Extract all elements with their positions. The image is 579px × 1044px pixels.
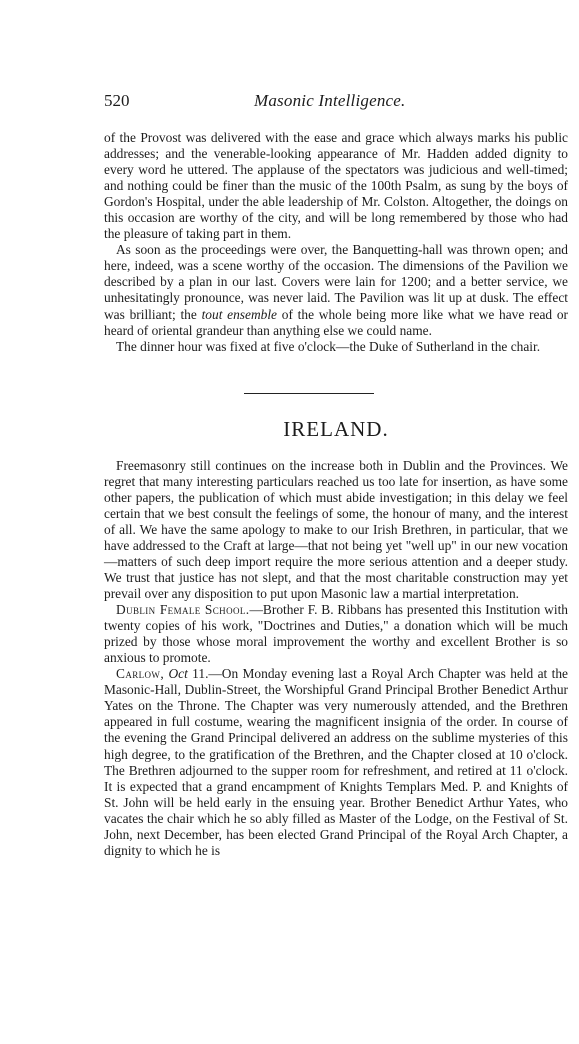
page-number: 520 xyxy=(104,91,130,110)
banquet-text-end: of the whole being more like what we have read or heard of oriental grandeur than anything else we could name. xyxy=(104,306,568,338)
dublin-female-school-text: —Brother F. B. Ribbans has presented this Institution with twenty copies of his work, "Doctrines and Duties," a donation which will be much prized by those whose moral improvement the worthy and excellent Brother is so anxious to promote. xyxy=(104,602,568,666)
carlow-text: 11.—On Monday evening last a Royal Arch Chapter was held at the Masonic-Hall, Dublin-Street, the Worshipful Grand Principal Brother Benedict Arthur Yates on the Throne. The Chapter was very numerously attended, and the Brethren appeared in full costume, wearing the magnificent insignia of the order. In course of the evening the Grand Principal delivered an address on the sublime mysteries of this high degree, to the gratification of the Brethren, and the Chapter closed at 10 o'clock. The Brethren adjourned to the supper room for refreshment, and retired at 11 o'clock. It is expected that a grand encampment of Knights Templars Med. P. and Knights of St. John will be held early in the ensuing year. Brother Benedict Arthur Yates, who vacates the chair which he so ably filled as Master of the Lodge, on the Festival of St. John, next December, has been elected Grand Principal of the Royal Arch Chapter, a dignity to which he is xyxy=(104,666,569,858)
carlow-heading: Carlow, xyxy=(116,666,165,682)
banquet-text-start: As soon as the proceedings were over, the Banquetting-hall was thrown open; and here, indeed, was a scene worthy of the occasion. The dimensions of the Pavilion we described by a plan in our last. Covers were lain for 1200; and a better service, we unhesitatingly pronounce, was never laid. The Pavilion was lit up at dusk. The effect was brilliant; the xyxy=(104,242,568,322)
carlow-paragraph xyxy=(104,666,568,859)
page-header xyxy=(104,90,568,116)
dublin-female-school-heading: Dublin Female School. xyxy=(116,602,250,618)
page-body xyxy=(104,130,568,859)
ireland-heading: IRELAND. xyxy=(283,416,389,441)
dinner-paragraph: The dinner hour was fixed at five o'clock—the Duke of Sutherland in the chair. xyxy=(116,338,541,354)
carlow-date-month: Oct xyxy=(168,666,188,682)
freemasonry-paragraph: Freemasonry still continues on the increase both in Dublin and the Provinces. We regret that many interesting particulars reached us too late for insertion, as have some other papers, the publication of which must abide investigation; in this delay we feel certain that we best consult the feelings of some, the honour of many, and the interest of all. We have the same apology to make to our Irish Brethren, in particular, that we have addressed to the Craft at large—that not being yet "well up" in our new vocation—matters of such deep import require the more serious attention and a deeper study. We trust that justice has not slept, and that the most charitable construction may yet prevail over any disposition to put upon Masonic law a martial interpretation. xyxy=(104,457,568,602)
running-title: Masonic Intelligence. xyxy=(254,91,406,110)
dublin-female-school-paragraph xyxy=(104,602,568,666)
tout-ensemble-phrase: tout ensemble xyxy=(201,306,277,322)
banquet-paragraph xyxy=(104,242,568,338)
continuation-paragraph: of the Provost was delivered with the ease and grace which always marks his public addresses; and the venerable-looking appearance of Mr. Hadden added dignity to every word he uttered. The applause of the spectators was judicious and well-timed; and nothing could be finer than the music of the 100th Psalm, as sung by the boys of Gordon's Hospital, under the able leadership of Mr. Colston. Altogether, the doings on this occasion are worthy of the city, and will be long remembered by those who had the pleasure of taking part in them. xyxy=(104,130,568,242)
section-divider xyxy=(244,393,374,394)
